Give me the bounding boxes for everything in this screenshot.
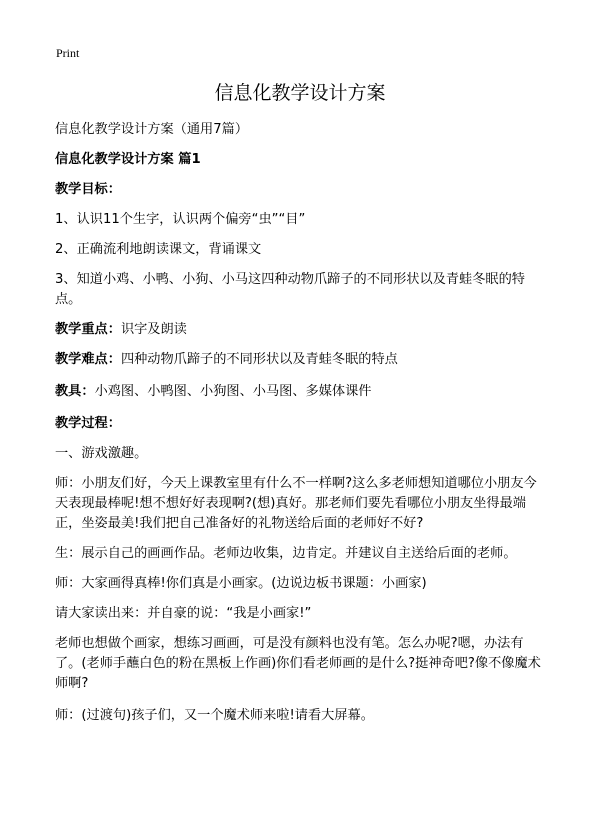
- tools-label: 教具：: [55, 384, 95, 399]
- focus-row: [55, 320, 545, 340]
- print-link[interactable]: Print: [56, 46, 80, 60]
- difficulty-label: 教学难点：: [55, 352, 121, 367]
- goal-2: 2、正确流利地朗读课文，背诵课文: [55, 242, 262, 257]
- paragraph-2: 生：展示自己的画画作品。老师边收集，边肯定。并建议自主送给后面的老师。: [55, 546, 517, 561]
- tools-row: [55, 382, 545, 402]
- paragraph-6: 师：(过渡句)孩子们，又一个魔术师来啦!请看大屏幕。: [55, 708, 374, 723]
- paragraph-1: 师：小朋友们好，今天上课教室里有什么不一样啊?这么多老师想知道哪位小朋友今天表现最棒呢!想不想好好表现啊?(想)真好。那老师们要先看哪位小朋友坐得最端正，坐姿最美!我们把自己准备好的礼物送给后面的老师好不好?: [55, 476, 537, 531]
- tools-text: 小鸡图、小鸭图、小狗图、小马图、多媒体课件: [94, 384, 372, 399]
- paragraph-3: 师：大家画得真棒!你们真是小画家。(边说边板书课题：小画家): [55, 576, 427, 591]
- document-title: 信息化教学设计方案: [214, 82, 386, 104]
- section-heading: 信息化教学设计方案 篇1: [55, 152, 201, 167]
- focus-text: 识字及朗读: [120, 322, 187, 337]
- process-heading: 教学过程：: [55, 416, 121, 431]
- step-1: 一、游戏激趣。: [55, 446, 148, 461]
- difficulty-text: 四种动物爪蹄子的不同形状以及青蛙冬眠的特点: [120, 352, 398, 367]
- subtitle: 信息化教学设计方案（通用7篇）: [55, 122, 249, 137]
- paragraph-4: 请大家读出来：并自豪的说：“我是小画家!”: [55, 606, 312, 621]
- focus-label: 教学重点：: [55, 322, 121, 337]
- difficulty-row: [55, 350, 545, 370]
- goals-heading: 教学目标：: [55, 182, 121, 197]
- goal-3: 3、知道小鸡、小鸭、小狗、小马这四种动物爪蹄子的不同形状以及青蛙冬眠的特点。: [55, 272, 525, 307]
- paragraph-5: 老师也想做个画家，想练习画画，可是没有颜料也没有笔。怎么办呢?嗯，办法有了。(老师手蘸白色的粉在黑板上作画)你们看老师画的是什么?挺神奇吧?像不像魔术师啊?: [55, 636, 541, 691]
- goal-1: 1、认识11个生字，认识两个偏旁“虫”“目”: [55, 212, 306, 227]
